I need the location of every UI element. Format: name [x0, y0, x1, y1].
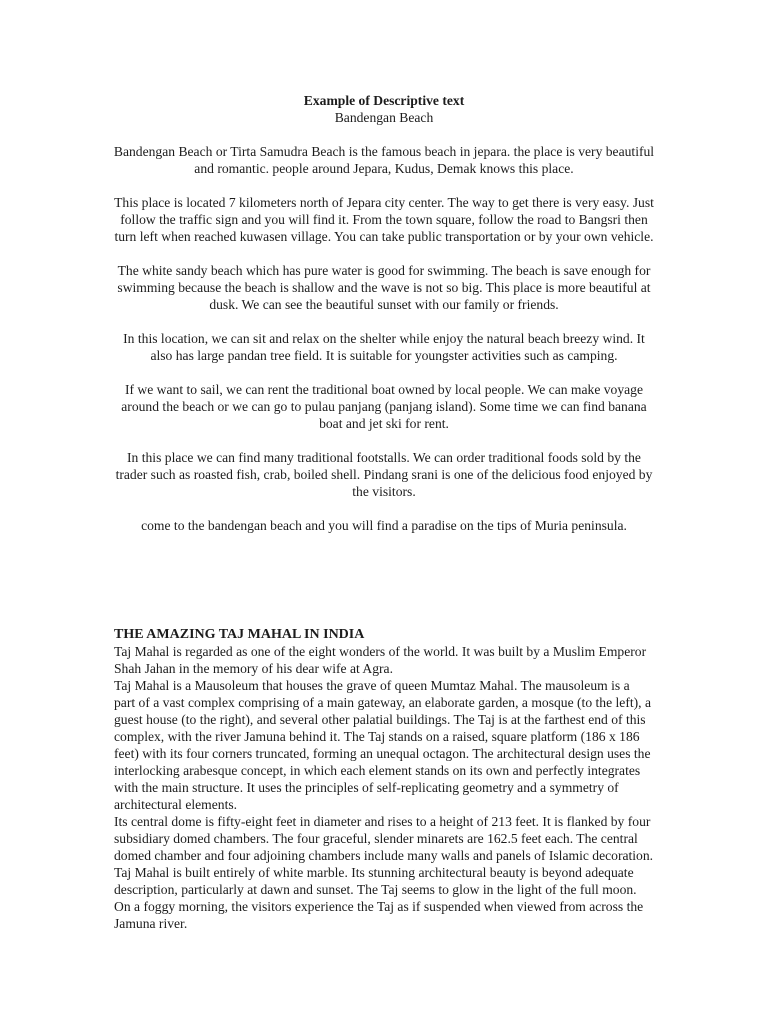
beach-paragraph-5: If we want to sail, we can rent the traditional boat owned by local people. We can make voyage around the beach or we can go to pulau panjang (panjang island). Some time we can find banana boat and jet ski for rent. — [121, 382, 647, 431]
beach-paragraph-4: In this location, we can sit and relax on the shelter while enjoy the natural beach breezy wind. It also has large pandan tree field. It is suitable for youngster activities such as camping. — [123, 331, 645, 363]
taj-paragraph-3: Its central dome is fifty-eight feet in diameter and rises to a height of 213 feet. It is flanked by four subsidiary domed chambers. The four graceful, slender minarets are 162.5 feet each. The central domed chamber and four adjoining chambers include many walls and panels of Islamic decoration. — [114, 814, 654, 863]
descriptive-text-section — [112, 92, 656, 551]
taj-paragraph-2: Taj Mahal is a Mausoleum that houses the grave of queen Mumtaz Mahal. The mausoleum is a part of a vast complex comprising of a main gateway, an elaborate garden, a mosque (to the left), a guest house (to the right), and several other palatial buildings. The Taj is at the farthest end of this complex, with the river Jamuna behind it. The Taj stands on a raised, square platform (186 x 186 feet) with its four corners truncated, forming an unequal octagon. The architectural design uses the interlocking arabesque concept, in which each element stands on its own and perfectly integrates with the main structure. It uses the principles of self-replicating geometry and a symmetry of architectural elements. — [114, 678, 651, 812]
beach-paragraph-3: The white sandy beach which has pure water is good for swimming. The beach is save enough for swimming because the beach is shallow and the wave is not so big. This place is more beautiful at dusk. We can see the beautiful sunset with our family or friends. — [117, 263, 651, 312]
beach-paragraph-6: In this place we can find many traditional footstalls. We can order traditional foods sold by the trader such as roasted fish, crab, boiled shell. Pindang srani is one of the delicious food enjoyed by the visitors. — [115, 450, 653, 499]
taj-mahal-section — [114, 626, 654, 932]
document-title: Example of Descriptive text — [303, 93, 465, 108]
beach-paragraph-7: come to the bandengan beach and you will find a paradise on the tips of Muria peninsula. — [141, 518, 627, 533]
document-subtitle: Bandengan Beach — [334, 110, 434, 125]
beach-paragraph-2: This place is located 7 kilometers north of Jepara city center. The way to get there is very easy. Just follow the traffic sign and you will find it. From the town square, follow the road to Bangsri then turn left when reached kuwasen village. You can take public transportation or by your own vehicle. — [114, 195, 654, 244]
taj-paragraph-1: Taj Mahal is regarded as one of the eight wonders of the world. It was built by a Muslim Emperor Shah Jahan in the memory of his dear wife at Agra. — [114, 644, 647, 676]
taj-paragraph-4: Taj Mahal is built entirely of white marble. Its stunning architectural beauty is beyond adequate description, particularly at dawn and sunset. The Taj seems to glow in the light of the full moon. On a foggy morning, the visitors experience the Taj as if suspended when viewed from across the Jamuna river. — [114, 865, 644, 931]
taj-mahal-heading: THE AMAZING TAJ MAHAL IN INDIA — [114, 627, 365, 642]
beach-paragraph-1: Bandengan Beach or Tirta Samudra Beach is the famous beach in jepara. the place is very beautiful and romantic. people around Jepara, Kudus, Demak knows this place. — [113, 144, 655, 176]
